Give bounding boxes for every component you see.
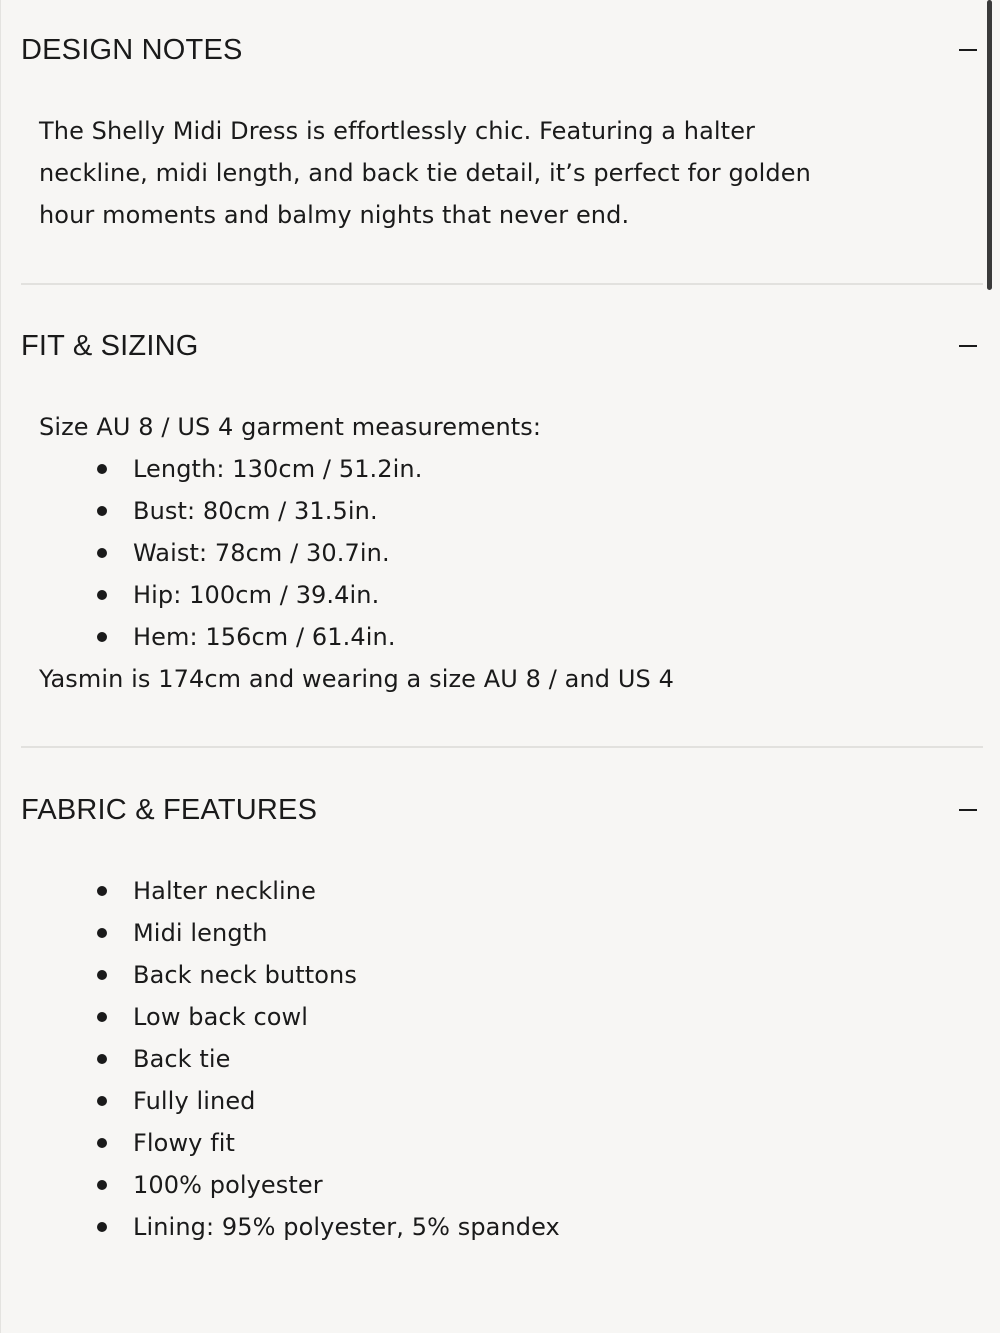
list-item-text: Length: 130cm / 51.2in. — [133, 455, 423, 483]
bullet-icon — [97, 886, 107, 896]
collapse-fabric-features-icon[interactable] — [957, 800, 979, 820]
paragraph-line: The Shelly Midi Dress is effortlessly chic. Featuring a halter — [39, 117, 756, 145]
fit-sizing-title: FIT & SIZING — [21, 330, 199, 362]
paragraph-line: neckline, midi length, and back tie detail, it’s perfect for golden — [39, 159, 811, 187]
paragraph-line: hour moments and balmy nights that never end. — [39, 201, 630, 229]
bullet-icon — [97, 970, 107, 980]
list-item — [39, 1164, 560, 1206]
list-item-text: Fully lined — [133, 1087, 256, 1115]
bullet-icon — [97, 928, 107, 938]
list-item — [39, 954, 560, 996]
list-item-text: Hem: 156cm / 61.4in. — [133, 623, 396, 651]
minus-icon — [959, 49, 977, 51]
list-item-text: Bust: 80cm / 31.5in. — [133, 497, 378, 525]
design-notes-body — [39, 110, 859, 236]
fit-sizing-body — [39, 406, 674, 700]
minus-icon — [959, 809, 977, 811]
list-item — [39, 1038, 560, 1080]
bullet-icon — [97, 1222, 107, 1232]
list-item — [39, 448, 674, 490]
list-item — [39, 1122, 560, 1164]
fabric-features-section — [21, 790, 983, 1270]
design-notes-section — [21, 30, 983, 270]
measurements-list — [39, 448, 674, 658]
bullet-icon — [97, 632, 107, 642]
list-item — [39, 1206, 560, 1248]
list-item — [39, 574, 674, 616]
design-notes-paragraph — [39, 110, 859, 236]
list-item-text: Hip: 100cm / 39.4in. — [133, 581, 380, 609]
design-notes-header[interactable] — [21, 30, 983, 70]
collapse-fit-sizing-icon[interactable] — [957, 336, 979, 356]
features-list — [39, 870, 560, 1248]
list-item — [39, 532, 674, 574]
fabric-features-body — [39, 870, 560, 1248]
list-item — [39, 1080, 560, 1122]
bullet-icon — [97, 1138, 107, 1148]
list-item — [39, 616, 674, 658]
list-item-text: Midi length — [133, 919, 268, 947]
list-item-text: Back tie — [133, 1045, 231, 1073]
list-item-text: Lining: 95% polyester, 5% spandex — [133, 1213, 560, 1241]
fabric-features-header[interactable] — [21, 790, 983, 830]
bullet-icon — [97, 506, 107, 516]
list-item-text: Halter neckline — [133, 877, 316, 905]
list-item — [39, 912, 560, 954]
section-divider — [21, 746, 983, 748]
section-divider — [21, 283, 983, 285]
design-notes-title: DESIGN NOTES — [21, 34, 243, 66]
list-item-text: Waist: 78cm / 30.7in. — [133, 539, 390, 567]
bullet-icon — [97, 548, 107, 558]
scrollbar-thumb[interactable] — [987, 0, 992, 290]
bullet-icon — [97, 1180, 107, 1190]
bullet-icon — [97, 1054, 107, 1064]
bullet-icon — [97, 1096, 107, 1106]
collapse-design-notes-icon[interactable] — [957, 40, 979, 60]
list-item-text: Back neck buttons — [133, 961, 357, 989]
model-size-note: Yasmin is 174cm and wearing a size AU 8 / and US 4 — [39, 665, 674, 693]
list-item — [39, 996, 560, 1038]
list-item — [39, 490, 674, 532]
fit-sizing-header[interactable] — [21, 326, 983, 366]
bullet-icon — [97, 464, 107, 474]
list-item — [39, 870, 560, 912]
list-item-text: 100% polyester — [133, 1171, 323, 1199]
measurements-intro: Size AU 8 / US 4 garment measurements: — [39, 413, 542, 441]
fit-sizing-section — [21, 326, 983, 726]
fabric-features-title: FABRIC & FEATURES — [21, 794, 318, 826]
bullet-icon — [97, 1012, 107, 1022]
list-item-text: Low back cowl — [133, 1003, 309, 1031]
bullet-icon — [97, 590, 107, 600]
minus-icon — [959, 345, 977, 347]
list-item-text: Flowy fit — [133, 1129, 236, 1157]
